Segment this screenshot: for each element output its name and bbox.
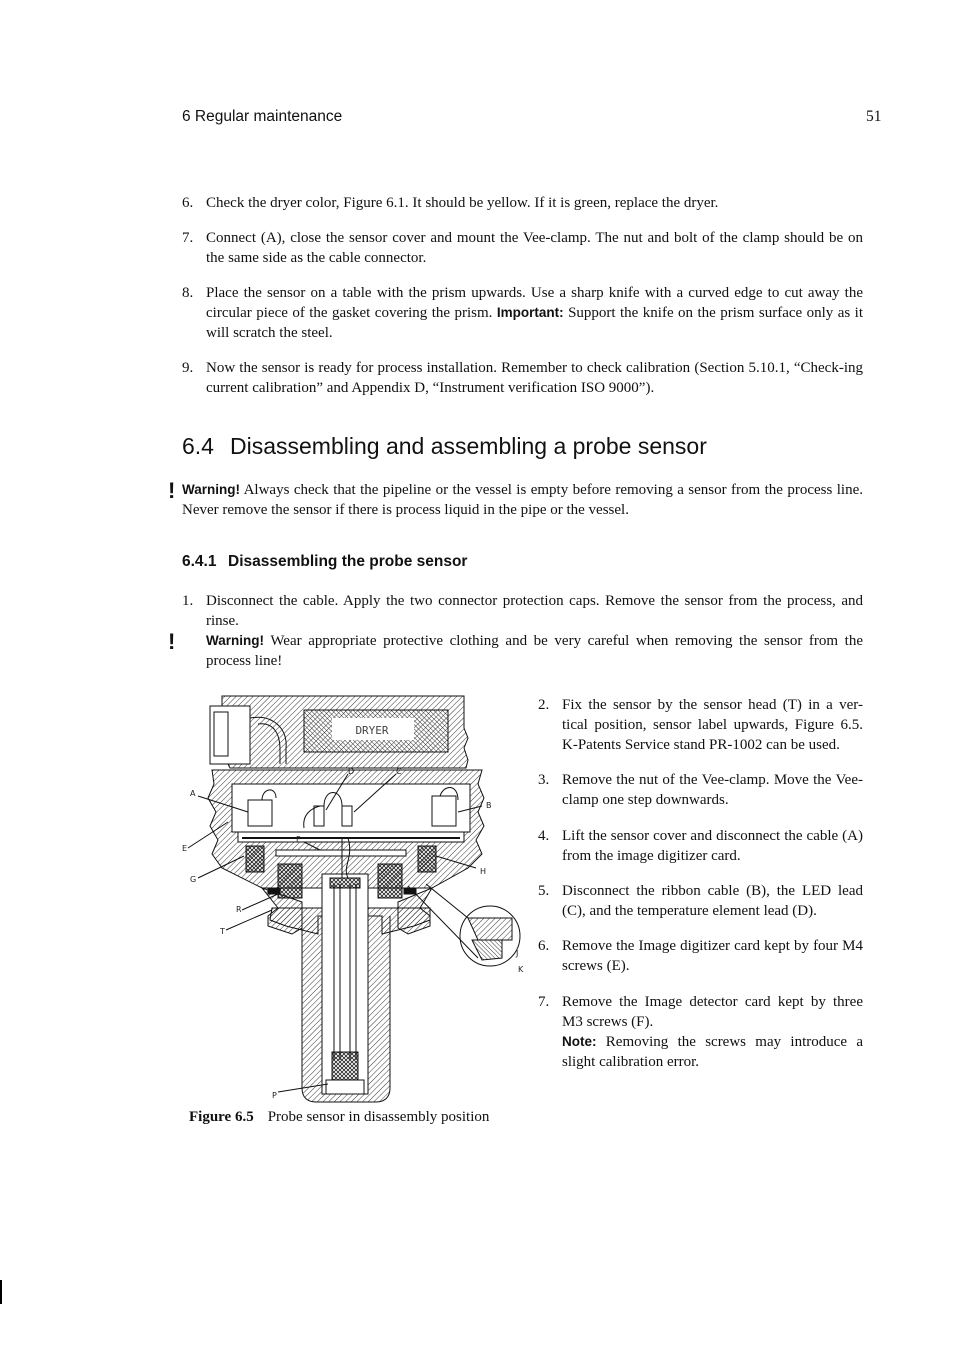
note-text: Removing the screws may introduce a slight calibration error. xyxy=(562,1034,863,1070)
list-item-number: 7. xyxy=(538,994,550,1010)
callout-j: J xyxy=(516,949,519,958)
list-item-number: 5. xyxy=(538,883,550,899)
list-item-text: Remove the nut of the Vee-clamp. Move the Vee-clamp one step downwards. xyxy=(562,772,863,808)
callout-c: C xyxy=(396,767,402,776)
list-item-number: 4. xyxy=(538,828,550,844)
margin-mark xyxy=(0,1280,2,1304)
callout-a: A xyxy=(190,789,196,798)
callout-g: G xyxy=(190,875,197,884)
list-item-text xyxy=(206,283,863,343)
list-item-text: Disconnect the cable. Apply the two connector protection caps. Remove the sensor from the process, and rinse. xyxy=(206,593,863,629)
callout-p: P xyxy=(272,1091,277,1100)
list-item-text-part: Place the sensor on a table with the prism upwards. Use a sharp knife with a curved edge to cut away the circular piece of the gasket covering the prism. xyxy=(206,285,863,321)
warning-label: Warning! xyxy=(182,482,240,497)
running-header: 6 Regular maintenance xyxy=(182,108,343,125)
callout-h: H xyxy=(480,867,487,876)
warning-mark: ! xyxy=(168,629,176,654)
callout-b: B xyxy=(486,801,492,810)
warning-text: Wear appropriate protective clothing and be very careful when removing the sensor from the process line! xyxy=(206,633,863,669)
list-item-text: Remove the Image digitizer card kept by four M4 screws (E). xyxy=(562,938,863,974)
step-warning xyxy=(206,631,863,671)
list-item-text: Now the sensor is ready for process installation. Remember to check calibration (Section 5.10.1, “Check-ing current calibration” and Appendix D, “Instrument verification ISO 9000”). xyxy=(206,360,863,396)
list-item-number: 2. xyxy=(538,697,550,713)
list-item-number: 6. xyxy=(538,938,550,954)
list-item-text: Connect (A), close the sensor cover and mount the Vee-clamp. The nut and bolt of the clamp should be on the same side as the cable connector. xyxy=(206,230,863,266)
list-item xyxy=(538,992,863,1072)
probe-sensor-figure xyxy=(182,688,526,1104)
subsection-heading xyxy=(182,553,467,571)
callout-k: K xyxy=(518,965,524,974)
callout-e: E xyxy=(182,844,188,853)
figure-label: Figure 6.5 xyxy=(189,1109,254,1125)
page-number: 51 xyxy=(866,108,882,125)
figure-caption xyxy=(189,1109,489,1126)
callout-d: D xyxy=(348,767,355,776)
subsection-title: Disassembling the probe sensor xyxy=(228,553,468,570)
list-item xyxy=(538,936,863,976)
warning-label: Warning! xyxy=(206,633,264,648)
warning-paragraph xyxy=(182,480,863,520)
callout-f: F xyxy=(296,835,301,844)
list-item-text-part: Support the knife on the prism surface only as it will scratch the steel. xyxy=(206,305,863,341)
list-item-text: Fix the sensor by the sensor head (T) in a ver-tical position, sensor label upwards, Figure 6.5. K-Patents Service stand PR-1002 can be used. xyxy=(562,697,863,753)
warning-mark: ! xyxy=(168,478,176,503)
note xyxy=(562,1032,863,1072)
list-item xyxy=(182,193,863,213)
list-item xyxy=(538,881,863,921)
list-item xyxy=(538,770,863,810)
subsection-number: 6.4.1 xyxy=(182,553,217,570)
list-item xyxy=(182,283,863,343)
probe-sensor-drawing xyxy=(182,688,526,1104)
dryer-label: DRYER xyxy=(355,724,389,737)
list-item xyxy=(538,695,863,755)
list-item xyxy=(182,591,863,671)
section-number: 6.4 xyxy=(182,433,214,459)
section-heading xyxy=(182,433,707,460)
callout-r: R xyxy=(236,905,242,914)
list-item-number: 9. xyxy=(182,360,194,376)
note-label: Note: xyxy=(562,1034,597,1049)
list-item-text: Check the dryer color, Figure 6.1. It should be yellow. If it is green, replace the dryer. xyxy=(206,195,719,211)
list-item-text: Lift the sensor cover and disconnect the cable (A) from the image digitizer card. xyxy=(562,828,863,864)
list-item-text: Disconnect the ribbon cable (B), the LED lead (C), and the temperature element lead (D). xyxy=(562,883,863,919)
list-item-number: 7. xyxy=(182,230,194,246)
list-item-text: Remove the Image detector card kept by three M3 screws (F). xyxy=(562,994,863,1030)
callout-t: T xyxy=(220,927,225,936)
list-item xyxy=(182,228,863,268)
list-item-number: 8. xyxy=(182,285,194,301)
list-item xyxy=(182,358,863,398)
section-title: Disassembling and assembling a probe sensor xyxy=(230,433,707,459)
warning-text: Always check that the pipeline or the vessel is empty before removing a sensor from the process line. Never remove the sensor if there is process liquid in the pipe or the vessel. xyxy=(182,482,863,518)
list-item-number: 6. xyxy=(182,195,194,211)
figure-caption-text: Probe sensor in disassembly position xyxy=(267,1109,490,1125)
important-label: Important: xyxy=(496,305,564,320)
list-item-number: 1. xyxy=(182,593,194,609)
list-item-number: 3. xyxy=(538,772,550,788)
list-item xyxy=(538,826,863,866)
